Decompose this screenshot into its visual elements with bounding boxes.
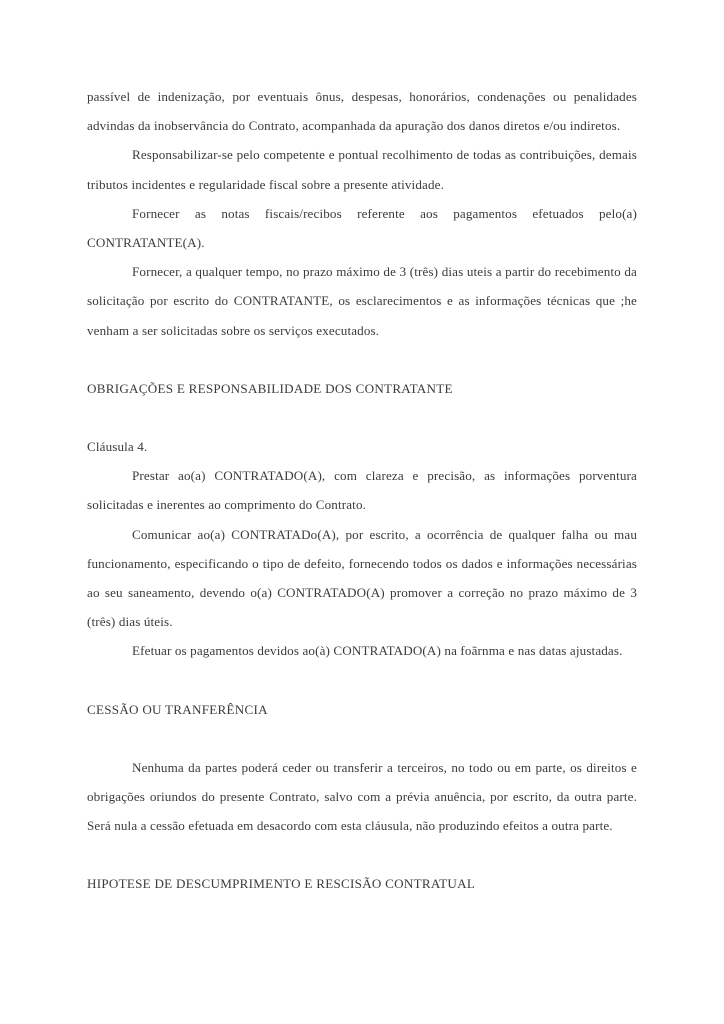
clause-label-4: Cláusula 4. <box>87 439 148 455</box>
spacer <box>87 724 637 753</box>
paragraph-fornecer-esclarecimentos: Fornecer, a qualquer tempo, no prazo máximo de 3 (três) dias uteis a partir do recebimento da solicitação por escrito do CONTRATANTE, os esclarecimentos e as informações técnicas que ;he venham a ser solicitadas sobre os serviços executados. <box>87 264 637 338</box>
spacer <box>87 666 637 695</box>
paragraph-cessao-terceiros: Nenhuma da partes poderá ceder ou transferir a terceiros, no todo ou em parte, os direitos e obrigações oriundos do presente Contrato, salvo com a prévia anuência, por escrito, da outra parte. Será nula a cessão efetuada em desacordo com esta cláusula, não produzindo efeitos a outra parte. <box>87 759 637 834</box>
section-heading-hipotese-rescisao: HIPOTESE DE DESCUMPRIMENTO E RESCISÃO CONTRATUAL <box>87 876 476 892</box>
paragraph-prestar-informacoes: Prestar ao(a) CONTRATADO(A), com clareza e precisão, as informações porventura solicitadas e inerentes ao comprimento do Contrato. <box>87 468 637 513</box>
section-heading-cessao-transferencia: CESSÃO OU TRANFERÊNCIA <box>87 701 268 717</box>
paragraph-indenizacao: passível de indenização, por eventuais ônus, despesas, honorários, condenações ou penalidades advindas da inobservância do Contrato, acompanhada da apuração dos danos diretos e/ou indiretos. <box>87 89 637 134</box>
paragraph-responsabilizar-se: Responsabilizar-se pelo competente e pontual recolhimento de todas as contribuições, demais tributos incidentes e regularidade fiscal sobre a presente atividade. <box>87 147 637 192</box>
section-heading-obrigacoes-contratante: OBRIGAÇÕES E RESPONSABILIDADE DOS CONTRATANTE <box>87 380 453 396</box>
paragraph-comunicar-falha: Comunicar ao(a) CONTRATADo(A), por escrito, a ocorrência de qualquer falha ou mau funcionamento, especificando o tipo de defeito, fornecendo todos os dados e informações necessárias ao seu saneamento, devendo o(a) CONTRATADO(A) promover a correção no prazo máximo de 3 (três) dias úteis. <box>87 526 637 630</box>
spacer <box>87 840 637 869</box>
document-body <box>87 82 637 899</box>
paragraph-efetuar-pagamentos: Efetuar os pagamentos devidos ao(à) CONTRATADO(A) na foãrnma e nas datas ajustadas. <box>132 643 623 659</box>
paragraph-fornecer-notas-fiscais: Fornecer as notas fiscais/recibos referente aos pagamentos efetuados pelo(a) CONTRATANTE(A). <box>87 205 637 251</box>
spacer <box>87 345 637 374</box>
spacer <box>87 403 637 432</box>
